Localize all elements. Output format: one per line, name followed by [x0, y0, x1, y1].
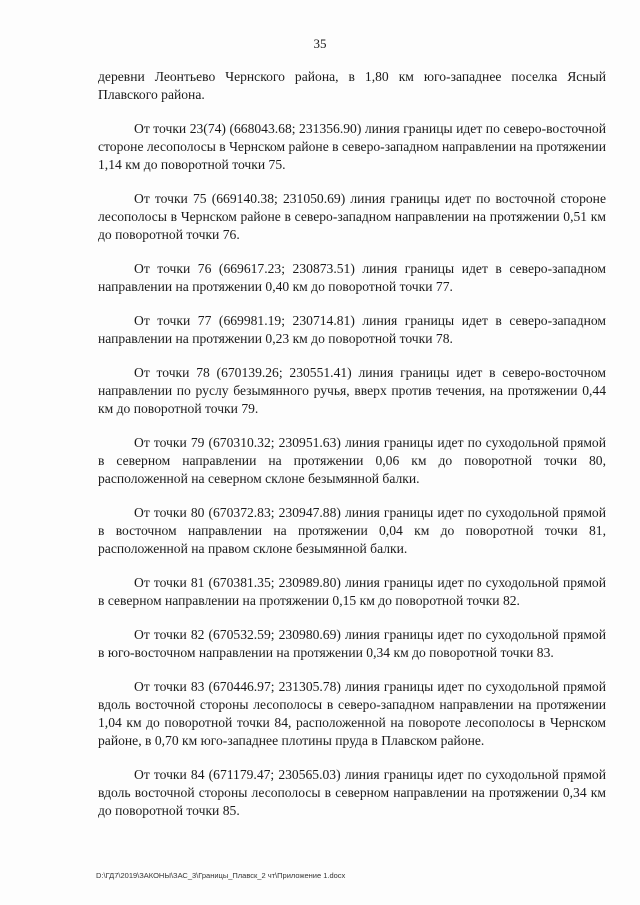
paragraph-point-82: От точки 82 (670532.59; 230980.69) линия границы идет по суходольной прямой в юго-восточном направлении на протяжении 0,34 км до поворотной точки 83. — [98, 627, 606, 660]
paragraph-point-76: От точки 76 (669617.23; 230873.51) линия границы идет в северо-западном направлении на протяжении 0,40 км до поворотной точки 77. — [98, 261, 606, 294]
paragraph-point-80: От точки 80 (670372.83; 230947.88) линия границы идет по суходольной прямой в восточном направлении на протяжении 0,04 км до поворотной точки 81, расположенной на правом склоне безымянной балки. — [98, 505, 606, 556]
paragraph-point-81: От точки 81 (670381.35; 230989.80) линия границы идет по суходольной прямой в северном направлении на протяжении 0,15 км до поворотной точки 82. — [98, 575, 606, 608]
paragraph-point-78: От точки 78 (670139.26; 230551.41) линия границы идет в северо-восточном направлении по руслу безымянного ручья, вверх против течения, на протяжении 0,44 км до поворотной точки 79. — [98, 365, 606, 416]
paragraph-point-83: От точки 83 (670446.97; 231305.78) линия границы идет по суходольной прямой вдоль восточной стороны лесополосы в северо-западном направлении на протяжении 1,04 км до поворотной точки 84, расположенной на повороте лесополосы в Чернском районе, в 0,70 км юго-западнее плотины пруда в Плавском районе. — [98, 679, 606, 748]
paragraph-point-75: От точки 75 (669140.38; 231050.69) линия границы идет по восточной стороне лесополосы в Чернском районе в северо-западном направлении на протяжении 0,51 км до поворотной точки 76. — [98, 191, 606, 242]
footer-file-path: D:\ГД7\2019\ЗАКОНЫ\ЗАС_3\Границы_Плавск_2 чт\Приложение 1.docx — [96, 871, 346, 880]
paragraph-point-84: От точки 84 (671179.47; 230565.03) линия границы идет по суходольной прямой вдоль восточной стороны лесополосы в северном направлении на протяжении 0,34 км до поворотной точки 85. — [98, 767, 606, 818]
paragraph-intro: деревни Леонтьево Чернского района, в 1,80 км юго-западнее поселка Ясный Плавского района. — [98, 69, 606, 102]
paragraph-point-77: От точки 77 (669981.19; 230714.81) линия границы идет в северо-западном направлении на протяжении 0,23 км до поворотной точки 78. — [98, 313, 606, 346]
paragraph-point-79: От точки 79 (670310.32; 230951.63) линия границы идет по суходольной прямой в северном направлении на протяжении 0,06 км до поворотной точки 80, расположенной на северном склоне безымянной балки. — [98, 435, 606, 486]
paragraph-point-23: От точки 23(74) (668043.68; 231356.90) линия границы идет по северо-восточной стороне лесополосы в Чернском районе в северо-западном направлении на протяжении 1,14 км до поворотной точки 75. — [98, 121, 606, 172]
page-number: 35 — [313, 36, 327, 51]
document-body — [98, 68, 606, 836]
